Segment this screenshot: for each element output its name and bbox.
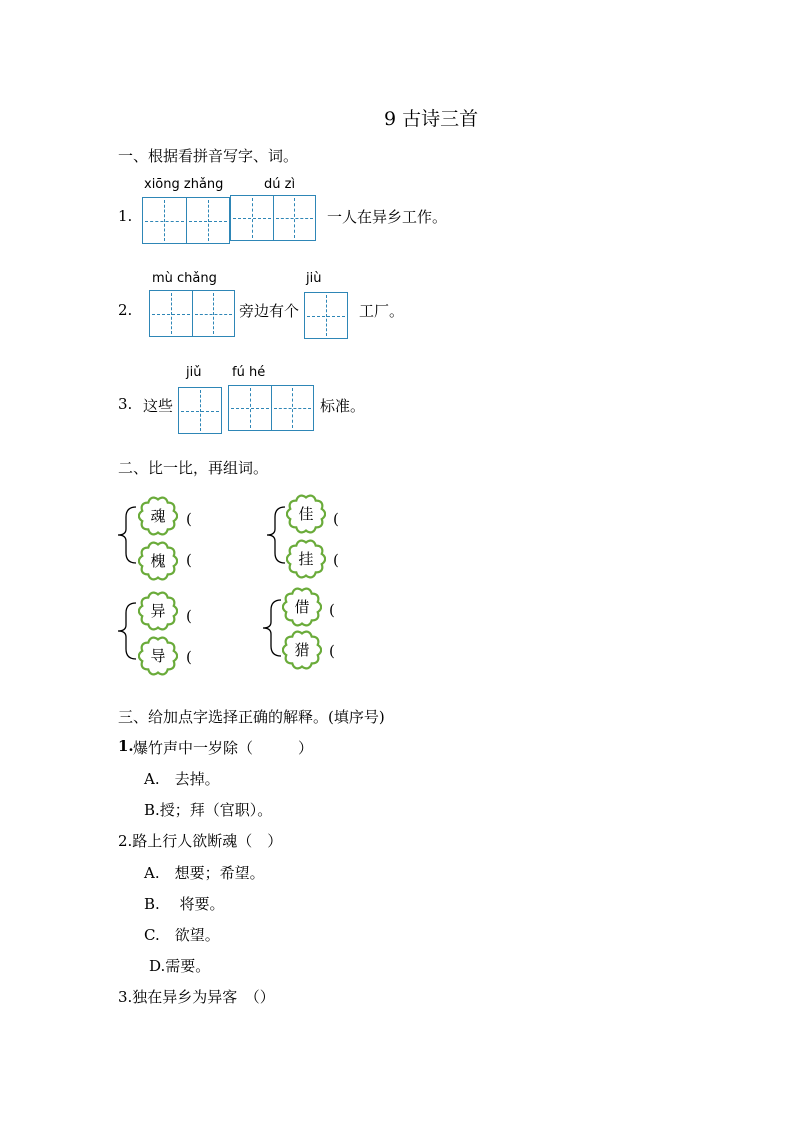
s3-q2-option-b: B. 将要。 <box>144 895 225 913</box>
section2-heading: 二、比一比，再组词。 <box>118 459 269 477</box>
q1-tail-text: 一人在异乡工作。 <box>327 208 448 226</box>
section3-heading: 三、给加点字选择正确的解释。(填序号) <box>118 708 385 726</box>
char-jia: 佳 <box>298 505 314 523</box>
answer-paren[interactable]: ( <box>333 551 339 569</box>
flower-bubble <box>138 541 178 581</box>
s3-q2-option-a: A. 想要；希望。 <box>144 864 265 882</box>
s3-q1-number: 1. <box>118 737 134 755</box>
q2-mid-text: 旁边有个 <box>239 302 300 320</box>
s3-q1-option-b: B.授；拜（官职）。 <box>144 801 273 819</box>
q1-writing-grid-2[interactable] <box>230 195 316 241</box>
char-dao: 导 <box>150 647 166 665</box>
brace-icon <box>116 601 140 661</box>
s3-q1-text[interactable]: 爆竹声中一岁除（ ） <box>133 739 314 757</box>
flower-bubble <box>138 591 178 631</box>
section1-heading: 一、根据看拼音写字、词。 <box>118 147 299 165</box>
q3-writing-grid-1[interactable] <box>178 387 222 434</box>
q3-tail-text: 标准。 <box>320 397 366 415</box>
char-jie: 借 <box>294 598 310 616</box>
page-title: 9 古诗三首 <box>384 108 479 130</box>
q3-pre-text: 这些 <box>143 397 174 415</box>
answer-paren[interactable]: ( <box>333 510 339 528</box>
s3-q3-text[interactable]: 3.独在异乡为异客 （） <box>118 988 275 1006</box>
flower-bubble <box>282 630 322 670</box>
char-lie: 猎 <box>294 641 310 659</box>
s3-q2-option-d: D.需要。 <box>149 957 211 975</box>
q3-pinyin-2: fú hé <box>232 365 266 380</box>
flower-bubble <box>138 636 178 676</box>
char-yi: 异 <box>150 602 166 620</box>
s3-q2-option-c: C. 欲望。 <box>144 926 220 944</box>
char-gua: 挂 <box>298 550 314 568</box>
q1-pinyin-1: xiōng zhǎng <box>144 177 224 192</box>
answer-paren[interactable]: ( <box>186 510 192 528</box>
char-huai: 槐 <box>150 552 166 570</box>
q2-writing-grid-1[interactable] <box>149 290 235 337</box>
s3-q1-option-a: A. 去掉。 <box>144 770 220 788</box>
q1-pinyin-2: dú zì <box>264 177 296 192</box>
answer-paren[interactable]: ( <box>329 642 335 660</box>
answer-paren[interactable]: ( <box>329 601 335 619</box>
answer-paren[interactable]: ( <box>186 551 192 569</box>
brace-icon <box>116 505 140 565</box>
flower-bubble <box>138 496 178 536</box>
q3-pinyin-1: jiǔ <box>186 365 202 380</box>
q3-number: 3. <box>118 395 133 413</box>
answer-paren[interactable]: ( <box>186 648 192 666</box>
flower-bubble <box>286 494 326 534</box>
flower-bubble <box>282 587 322 627</box>
flower-bubble <box>286 539 326 579</box>
answer-paren[interactable]: ( <box>186 607 192 625</box>
q2-pinyin-2: jiù <box>306 271 322 286</box>
q1-writing-grid-1[interactable] <box>142 197 230 244</box>
q3-writing-grid-2[interactable] <box>228 385 314 431</box>
char-hun: 魂 <box>150 507 166 525</box>
q2-tail-text: 工厂。 <box>359 302 405 320</box>
s3-q2-text[interactable]: 2.路上行人欲断魂（ ） <box>118 832 283 850</box>
q2-number: 2. <box>118 301 133 319</box>
q2-writing-grid-2[interactable] <box>304 292 348 339</box>
q1-number: 1. <box>118 207 133 225</box>
q2-pinyin-1: mù chǎng <box>152 271 217 286</box>
